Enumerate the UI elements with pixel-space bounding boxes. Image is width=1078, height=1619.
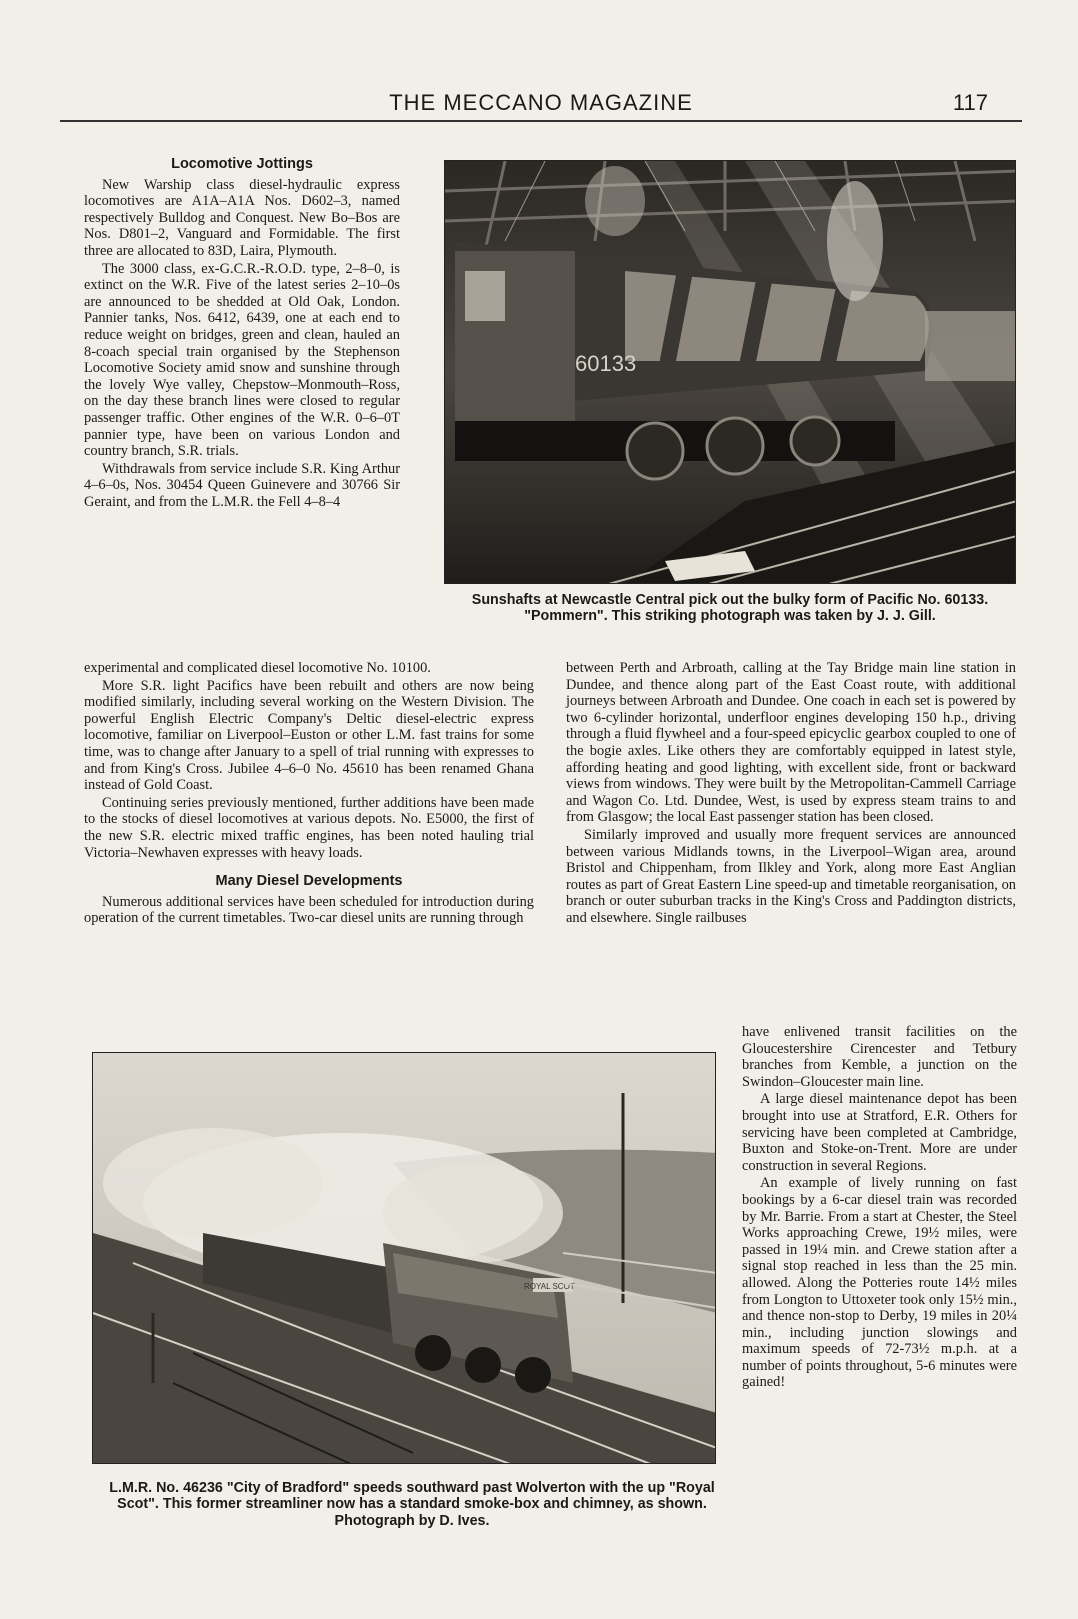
article-paragraph: An example of lively running on fast bookings by a 6-car diesel train was recorded by Mr. Barrie. From a start at Chester, the Steel Works approaching Crewe, 19½ miles, were passed in 19¼ min. and Crewe station after a signal stop reached in less than the 25 min. allowed. Along the Potteries route 14½ miles from Longton to Uttoxeter took only 15½ min., and thence non-stop to Derby, 19 miles in 20¼ min., including junction slowings and maximum speeds of 72-73½ m.p.h. at a number of points throughout, 5-6 minutes were gained!	[742, 1175, 1017, 1391]
article-paragraph: More S.R. light Pacifics have been rebuilt and others are now being modified similarly, including several working on the Western Division. The powerful English Electric Company's Deltic diesel-electric express locomotive, familiar on Liverpool–Euston or other L.M. fast trains for some time, was to change after January to a spell of trial running with expresses to and from King's Cross. Jubilee 4–6–0 No. 45610 has been renamed Ghana instead of Gold Coast.	[84, 677, 534, 794]
section-heading-locomotive-jottings: Locomotive Jottings	[171, 156, 313, 172]
article-paragraph: Similarly improved and usually more frequent services are announced between various Midlands towns, in the Liverpool–Wigan area, around Bristol and Chippenham, from Ilkley and York, along more East Anglian routes as part of Great Eastern Line speed-up and timetable reorganisation, on branch or outer suburban tracks in the King's Cross and Paddington districts, and elsewhere. Single railbuses	[566, 826, 1016, 926]
article-paragraph: Withdrawals from service include S.R. King Arthur 4–6–0s, Nos. 30454 Queen Guinevere and 30766 Sir Geraint, and from the L.M.R. the Fell 4–8–4	[84, 460, 400, 510]
article-paragraph: experimental and complicated diesel locomotive No. 10100.	[84, 660, 431, 676]
article-paragraph: A large diesel maintenance depot has been brought into use at Stratford, E.R. Others for servicing have been completed at Cambridge, Buxton and Stoke-on-Trent. More are under construction in several Regions.	[742, 1091, 1017, 1174]
article-paragraph: have enlivened transit facilities on the Gloucestershire Cirencester and Tetbury branches from Kemble, a junction on the Swindon–Gloucester main line.	[742, 1024, 1017, 1090]
article-paragraph: between Perth and Arbroath, calling at the Tay Bridge main line station in Dundee, and thence along part of the East Coast route, with additional journeys between Arbroath and Dundee. One coach in each set is powered by two 6-cylinder horizontal, underfloor engines developing 150 h.p., driving through a fluid flywheel and a four-speed epicyclic gearbox coupled to one of the bogie axles. Like others they are comfortably equipped in latest style, affording heating and good lighting, with excellent side, front or backward views from windows. They were built by the Metropolitan-Cammell Carriage and Wagon Co. Ltd. Dundee, West, is used by express steam trains to and from Glasgow; the local East passenger station has been closed.	[566, 660, 1016, 826]
right-middle-column	[566, 660, 1016, 927]
right-narrow-column	[742, 1024, 1017, 1391]
caption-photo-newcastle: Sunshafts at Newcastle Central pick out the bulky form of Pacific No. 60133. "Pommern". This striking photograph was taken by J. J. Gill.	[471, 592, 989, 625]
train-photo-illustration	[93, 1053, 716, 1464]
article-paragraph: The 3000 class, ex-G.C.R.-R.O.D. type, 2–8–0, is extinct on the W.R. Five of the latest series 2–10–0s are announced to be shedded at Old Oak, London. Pannier tanks, Nos. 6412, 6439, one at each end to reduce weight on bridges, green and clean, hauled an 8-coach special train organised by the Stephenson Locomotive Society amid snow and sunshine through the lovely Wye valley, Chepstow–Monmouth–Ross, on the day these branch lines were closed to regular passenger traffic. Other engines of the W.R. 0–6–0T pannier type, have been on various London and country branch, S.R. trials.	[84, 260, 400, 460]
royal-scot-headboard: ROYAL SCOT	[524, 1282, 575, 1291]
section-heading-diesel-developments: Many Diesel Developments	[215, 873, 403, 890]
left-lower-column	[84, 660, 534, 927]
locomotive-jottings-column	[84, 156, 400, 510]
article-paragraph: Continuing series previously mentioned, further additions have been made to the stocks of diesel locomotives at various depots. No. E5000, the first of the new S.R. electric mixed traffic engines, has been noted hauling trial Victoria–Newhaven expresses with heavy loads.	[84, 794, 534, 861]
caption-photo-royal-scot: L.M.R. No. 46236 "City of Bradford" speeds southward past Wolverton with the up "Royal Scot". This former streamliner now has a standard smoke-box and chimney, as shown. Photograph by D. Ives.	[109, 1480, 715, 1529]
article-paragraph: New Warship class diesel-hydraulic express locomotives are A1A–A1A Nos. D602–3, named respectively Bulldog and Conquest. New Bo–Bos are Nos. D801–2, Vanguard and Formidable. The first three are allocated to 83D, Laira, Plymouth.	[84, 176, 400, 259]
photo-royal-scot	[92, 1052, 716, 1464]
photo-newcastle-central	[444, 160, 1016, 584]
magazine-title: THE MECCANO MAGAZINE	[389, 90, 693, 115]
locomotive-number-plate: 60133	[575, 351, 637, 376]
locomotive-photo-illustration	[445, 161, 1016, 584]
article-paragraph: Numerous additional services have been scheduled for introduction during operation of the current timetables. Two-car diesel units are running through	[84, 893, 534, 927]
page-header	[60, 86, 1022, 122]
page-number: 117	[952, 90, 988, 115]
